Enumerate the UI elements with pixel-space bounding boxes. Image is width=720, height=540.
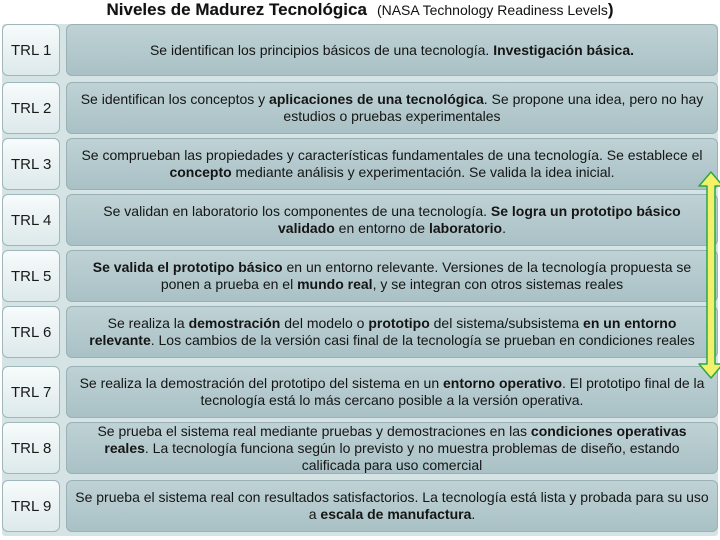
body-text: Se prueba el sistema real con resultados satisfactorios. La tecnología está lista y probada para su uso a (75, 489, 709, 522)
title-close-paren: ) (607, 0, 614, 19)
body-text: Se identifican los conceptos y (80, 91, 270, 107)
trl-description (66, 82, 718, 134)
trl-description-text (75, 375, 709, 409)
body-text: mediante análisis y experimentación. Se valida la idea inicial. (231, 164, 615, 180)
trl-row (2, 480, 718, 532)
trl-description (66, 24, 718, 76)
trl-description-text (75, 423, 709, 474)
body-text: . (471, 506, 476, 522)
body-text: del modelo o (280, 315, 369, 331)
body-text: del sistema/subsistema (429, 315, 584, 331)
body-text: Se realiza la demostración del prototipo del sistema en un (79, 375, 443, 391)
double-arrow-icon (695, 170, 720, 380)
trl-description (66, 306, 718, 358)
trl-table (2, 24, 718, 536)
emphasis-text: demostración (188, 315, 281, 331)
body-text: . (502, 220, 506, 236)
trl-description (66, 366, 718, 418)
body-text: en un entorno relevante. Versiones de la tecnología propuesta se ponen a prueba en el (160, 259, 692, 292)
body-text: , y se integran con otros sistemas reales (372, 276, 624, 292)
body-text: . La tecnología funciona según lo previsto y no muestra problemas de diseño, estando calificada para uso comercial (144, 439, 680, 473)
trl-level-label: TRL 2 (2, 82, 60, 134)
trl-description (66, 480, 718, 532)
emphasis-text: condiciones operativas reales (104, 422, 687, 456)
trl-level-label: TRL 1 (2, 24, 60, 76)
trl-description-text (150, 42, 634, 59)
trl-description-text (75, 489, 709, 523)
trl-description-text (75, 203, 709, 237)
title-main: Niveles de Madurez Tecnológica (106, 0, 367, 19)
trl-row (2, 250, 718, 302)
title-subtitle: (NASA Technology Readiness Levels (376, 2, 608, 18)
trl-row (2, 194, 718, 246)
trl-description (66, 194, 718, 246)
trl-description-text (75, 315, 709, 349)
emphasis-text: mundo real (297, 276, 373, 292)
body-text: Se comprueban las propiedades y características fundamentales de una tecnología. Se establece el (81, 147, 703, 163)
trl-description (66, 422, 718, 474)
emphasis-text: escala de manufactura (320, 506, 472, 522)
trl-level-label: TRL 9 (2, 480, 60, 532)
emphasis-text: en un entorno relevante (89, 315, 677, 348)
trl-level-label: TRL 7 (2, 366, 60, 418)
emphasis-text: entorno operativo (443, 375, 563, 391)
body-text: . El prototipo final de la tecnología está lo más cercano posible a la versión operativa. (200, 375, 705, 408)
body-text: . Se propone una idea, pero no hay estudios o pruebas experimentales (283, 91, 704, 124)
body-text: Se realiza la (107, 315, 189, 331)
trl-row (2, 422, 718, 474)
body-text: Se prueba el sistema real mediante pruebas y demostraciones en las (97, 422, 531, 439)
emphasis-text: laboratorio (428, 220, 503, 236)
emphasis-text: Se logra un prototipo básico validado (278, 203, 681, 236)
emphasis-text: prototipo (368, 315, 430, 331)
trl-description-text (75, 147, 709, 181)
emphasis-text: concepto (169, 164, 232, 180)
trl-level-label: TRL 5 (2, 250, 60, 302)
page-title (0, 0, 720, 22)
emphasis-text: aplicaciones de una tecnológica (269, 91, 484, 107)
trl-row (2, 138, 718, 190)
body-text: en entorno de (334, 220, 429, 236)
body-text: . Los cambios de la versión casi final de la tecnología se prueban en condiciones reales (150, 332, 695, 348)
trl-row (2, 366, 718, 418)
trl-level-label: TRL 8 (2, 422, 60, 474)
trl-description-text (75, 91, 709, 125)
trl-description-text (75, 259, 709, 293)
trl-row (2, 24, 718, 76)
emphasis-text: Se valida el prototipo básico (92, 259, 283, 275)
body-text: Se identifican los principios básicos de una tecnología. (149, 41, 494, 58)
emphasis-text: Investigación básica. (493, 41, 635, 58)
trl-level-label: TRL 4 (2, 194, 60, 246)
trl-description (66, 138, 718, 190)
body-text: Se validan en laboratorio los componentes de una tecnología. (103, 203, 491, 219)
trl-row (2, 306, 718, 358)
trl-level-label: TRL 3 (2, 138, 60, 190)
trl-description (66, 250, 718, 302)
trl-row (2, 82, 718, 134)
trl-level-label: TRL 6 (2, 306, 60, 358)
